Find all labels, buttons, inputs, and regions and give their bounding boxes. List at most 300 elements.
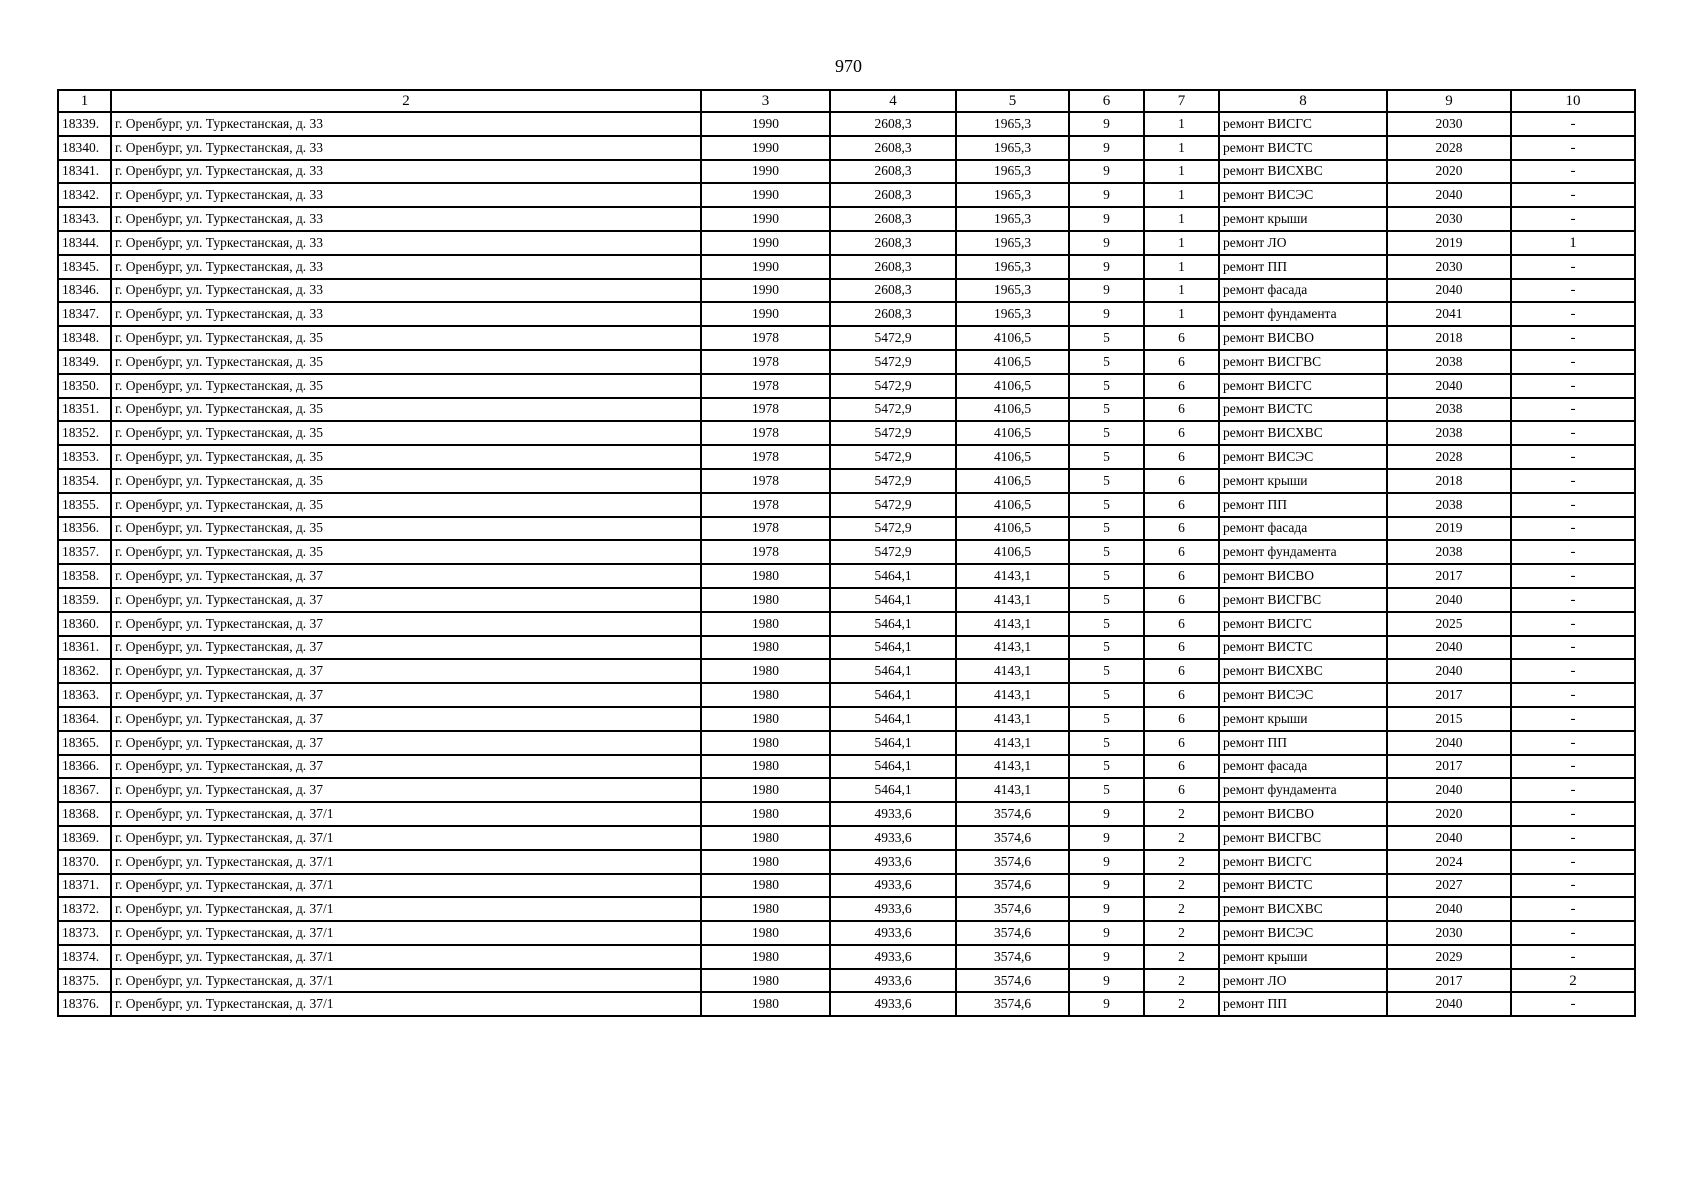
row-number-cell: 18371. [58, 874, 111, 898]
planned-year-cell: 2030 [1387, 112, 1511, 136]
column-10-cell: - [1511, 826, 1635, 850]
year-built-cell: 1980 [701, 564, 830, 588]
address-cell: г. Оренбург, ул. Туркестанская, д. 37 [111, 588, 701, 612]
work-type-cell: ремонт ЛО [1219, 231, 1387, 255]
living-area-cell: 1965,3 [956, 255, 1069, 279]
row-number-cell: 18347. [58, 302, 111, 326]
floors-cell: 5 [1069, 755, 1144, 779]
year-built-cell: 1980 [701, 802, 830, 826]
table-row [58, 755, 1635, 779]
address-cell: г. Оренбург, ул. Туркестанская, д. 37/1 [111, 802, 701, 826]
planned-year-cell: 2020 [1387, 160, 1511, 184]
work-type-cell: ремонт ВИСВО [1219, 326, 1387, 350]
entrances-cell: 6 [1144, 326, 1219, 350]
work-type-cell: ремонт крыши [1219, 207, 1387, 231]
total-area-cell: 5464,1 [830, 707, 956, 731]
floors-cell: 9 [1069, 160, 1144, 184]
column-10-cell: - [1511, 636, 1635, 660]
year-built-cell: 1980 [701, 778, 830, 802]
total-area-cell: 5472,9 [830, 326, 956, 350]
address-cell: г. Оренбург, ул. Туркестанская, д. 33 [111, 207, 701, 231]
address-cell: г. Оренбург, ул. Туркестанская, д. 37 [111, 636, 701, 660]
table-row [58, 778, 1635, 802]
address-cell: г. Оренбург, ул. Туркестанская, д. 33 [111, 160, 701, 184]
address-cell: г. Оренбург, ул. Туркестанская, д. 35 [111, 374, 701, 398]
entrances-cell: 1 [1144, 160, 1219, 184]
planned-year-cell: 2040 [1387, 588, 1511, 612]
planned-year-cell: 2017 [1387, 564, 1511, 588]
floors-cell: 9 [1069, 874, 1144, 898]
living-area-cell: 4143,1 [956, 659, 1069, 683]
row-number-cell: 18358. [58, 564, 111, 588]
row-number-cell: 18364. [58, 707, 111, 731]
row-number-cell: 18360. [58, 612, 111, 636]
year-built-cell: 1980 [701, 588, 830, 612]
work-type-cell: ремонт ВИСГВС [1219, 588, 1387, 612]
living-area-cell: 1965,3 [956, 136, 1069, 160]
living-area-cell: 1965,3 [956, 302, 1069, 326]
total-area-cell: 2608,3 [830, 231, 956, 255]
total-area-cell: 5472,9 [830, 493, 956, 517]
row-number-cell: 18350. [58, 374, 111, 398]
total-area-cell: 2608,3 [830, 112, 956, 136]
entrances-cell: 2 [1144, 897, 1219, 921]
entrances-cell: 1 [1144, 136, 1219, 160]
column-10-cell: - [1511, 350, 1635, 374]
table-row [58, 826, 1635, 850]
row-number-cell: 18368. [58, 802, 111, 826]
total-area-cell: 5472,9 [830, 540, 956, 564]
work-type-cell: ремонт ВИСХВС [1219, 897, 1387, 921]
total-area-cell: 5464,1 [830, 588, 956, 612]
planned-year-cell: 2040 [1387, 183, 1511, 207]
year-built-cell: 1980 [701, 921, 830, 945]
total-area-cell: 5464,1 [830, 778, 956, 802]
work-type-cell: ремонт ВИСГС [1219, 612, 1387, 636]
address-cell: г. Оренбург, ул. Туркестанская, д. 37/1 [111, 874, 701, 898]
floors-cell: 5 [1069, 540, 1144, 564]
table-body [58, 112, 1635, 1016]
column-10-cell: - [1511, 945, 1635, 969]
column-10-cell: - [1511, 731, 1635, 755]
total-area-cell: 2608,3 [830, 136, 956, 160]
total-area-cell: 2608,3 [830, 255, 956, 279]
living-area-cell: 3574,6 [956, 992, 1069, 1016]
work-type-cell: ремонт фундамента [1219, 778, 1387, 802]
floors-cell: 5 [1069, 659, 1144, 683]
row-number-cell: 18346. [58, 279, 111, 303]
table-row [58, 683, 1635, 707]
row-number-cell: 18363. [58, 683, 111, 707]
table-row [58, 326, 1635, 350]
address-cell: г. Оренбург, ул. Туркестанская, д. 35 [111, 421, 701, 445]
floors-cell: 9 [1069, 826, 1144, 850]
column-10-cell: - [1511, 469, 1635, 493]
planned-year-cell: 2041 [1387, 302, 1511, 326]
living-area-cell: 4106,5 [956, 421, 1069, 445]
table-row [58, 160, 1635, 184]
floors-cell: 9 [1069, 255, 1144, 279]
table-row [58, 612, 1635, 636]
living-area-cell: 4106,5 [956, 517, 1069, 541]
total-area-cell: 5464,1 [830, 564, 956, 588]
floors-cell: 5 [1069, 350, 1144, 374]
work-type-cell: ремонт ВИСХВС [1219, 421, 1387, 445]
row-number-cell: 18366. [58, 755, 111, 779]
floors-cell: 9 [1069, 112, 1144, 136]
entrances-cell: 2 [1144, 874, 1219, 898]
entrances-cell: 1 [1144, 207, 1219, 231]
address-cell: г. Оренбург, ул. Туркестанская, д. 37 [111, 778, 701, 802]
planned-year-cell: 2017 [1387, 755, 1511, 779]
address-cell: г. Оренбург, ул. Туркестанская, д. 37/1 [111, 850, 701, 874]
column-10-cell: - [1511, 540, 1635, 564]
entrances-cell: 1 [1144, 112, 1219, 136]
work-type-cell: ремонт ВИСГС [1219, 374, 1387, 398]
column-10-cell: 1 [1511, 231, 1635, 255]
year-built-cell: 1980 [701, 874, 830, 898]
repair-schedule-table [57, 89, 1636, 1017]
planned-year-cell: 2038 [1387, 350, 1511, 374]
floors-cell: 5 [1069, 445, 1144, 469]
floors-cell: 9 [1069, 802, 1144, 826]
total-area-cell: 5472,9 [830, 398, 956, 422]
page-number: 970 [835, 56, 862, 76]
header-row [58, 90, 1635, 112]
column-10-cell: - [1511, 778, 1635, 802]
year-built-cell: 1980 [701, 755, 830, 779]
total-area-cell: 4933,6 [830, 802, 956, 826]
table-row [58, 302, 1635, 326]
living-area-cell: 4106,5 [956, 469, 1069, 493]
planned-year-cell: 2027 [1387, 874, 1511, 898]
entrances-cell: 2 [1144, 850, 1219, 874]
total-area-cell: 5472,9 [830, 350, 956, 374]
planned-year-cell: 2017 [1387, 683, 1511, 707]
table-row [58, 588, 1635, 612]
year-built-cell: 1990 [701, 207, 830, 231]
entrances-cell: 6 [1144, 731, 1219, 755]
column-10-cell: - [1511, 493, 1635, 517]
column-10-cell: - [1511, 279, 1635, 303]
year-built-cell: 1990 [701, 279, 830, 303]
work-type-cell: ремонт фасада [1219, 279, 1387, 303]
row-number-cell: 18341. [58, 160, 111, 184]
year-built-cell: 1978 [701, 469, 830, 493]
work-type-cell: ремонт ВИСЭС [1219, 921, 1387, 945]
year-built-cell: 1980 [701, 992, 830, 1016]
work-type-cell: ремонт ПП [1219, 731, 1387, 755]
total-area-cell: 2608,3 [830, 183, 956, 207]
living-area-cell: 1965,3 [956, 183, 1069, 207]
row-number-cell: 18359. [58, 588, 111, 612]
address-cell: г. Оренбург, ул. Туркестанская, д. 37 [111, 564, 701, 588]
address-cell: г. Оренбург, ул. Туркестанская, д. 37/1 [111, 992, 701, 1016]
planned-year-cell: 2019 [1387, 517, 1511, 541]
living-area-cell: 3574,6 [956, 874, 1069, 898]
row-number-cell: 18351. [58, 398, 111, 422]
column-10-cell: - [1511, 897, 1635, 921]
entrances-cell: 2 [1144, 802, 1219, 826]
table-row [58, 421, 1635, 445]
address-cell: г. Оренбург, ул. Туркестанская, д. 35 [111, 398, 701, 422]
living-area-cell: 4106,5 [956, 374, 1069, 398]
column-header: 9 [1387, 90, 1511, 112]
living-area-cell: 4106,5 [956, 326, 1069, 350]
row-number-cell: 18340. [58, 136, 111, 160]
year-built-cell: 1980 [701, 659, 830, 683]
column-10-cell: - [1511, 445, 1635, 469]
table-row [58, 992, 1635, 1016]
floors-cell: 9 [1069, 207, 1144, 231]
work-type-cell: ремонт ВИСХВС [1219, 160, 1387, 184]
floors-cell: 5 [1069, 636, 1144, 660]
year-built-cell: 1990 [701, 302, 830, 326]
work-type-cell: ремонт ВИСЭС [1219, 683, 1387, 707]
work-type-cell: ремонт ВИСТС [1219, 636, 1387, 660]
total-area-cell: 5472,9 [830, 469, 956, 493]
address-cell: г. Оренбург, ул. Туркестанская, д. 33 [111, 302, 701, 326]
row-number-cell: 18352. [58, 421, 111, 445]
entrances-cell: 6 [1144, 517, 1219, 541]
row-number-cell: 18361. [58, 636, 111, 660]
address-cell: г. Оренбург, ул. Туркестанская, д. 33 [111, 279, 701, 303]
table-row [58, 207, 1635, 231]
living-area-cell: 1965,3 [956, 279, 1069, 303]
year-built-cell: 1978 [701, 398, 830, 422]
living-area-cell: 3574,6 [956, 945, 1069, 969]
year-built-cell: 1978 [701, 350, 830, 374]
total-area-cell: 5464,1 [830, 755, 956, 779]
living-area-cell: 3574,6 [956, 897, 1069, 921]
year-built-cell: 1978 [701, 326, 830, 350]
column-10-cell: - [1511, 398, 1635, 422]
entrances-cell: 6 [1144, 421, 1219, 445]
year-built-cell: 1980 [701, 707, 830, 731]
living-area-cell: 4106,5 [956, 445, 1069, 469]
total-area-cell: 5464,1 [830, 731, 956, 755]
planned-year-cell: 2020 [1387, 802, 1511, 826]
column-10-cell: - [1511, 421, 1635, 445]
row-number-cell: 18342. [58, 183, 111, 207]
row-number-cell: 18345. [58, 255, 111, 279]
column-10-cell: - [1511, 755, 1635, 779]
column-10-cell: - [1511, 874, 1635, 898]
entrances-cell: 6 [1144, 493, 1219, 517]
column-10-cell: - [1511, 921, 1635, 945]
year-built-cell: 1990 [701, 136, 830, 160]
total-area-cell: 2608,3 [830, 160, 956, 184]
table-row [58, 969, 1635, 993]
address-cell: г. Оренбург, ул. Туркестанская, д. 33 [111, 231, 701, 255]
total-area-cell: 4933,6 [830, 874, 956, 898]
column-header: 6 [1069, 90, 1144, 112]
year-built-cell: 1980 [701, 850, 830, 874]
work-type-cell: ремонт ПП [1219, 992, 1387, 1016]
entrances-cell: 6 [1144, 778, 1219, 802]
year-built-cell: 1980 [701, 683, 830, 707]
living-area-cell: 4143,1 [956, 731, 1069, 755]
entrances-cell: 6 [1144, 374, 1219, 398]
column-10-cell: - [1511, 255, 1635, 279]
entrances-cell: 6 [1144, 398, 1219, 422]
entrances-cell: 2 [1144, 945, 1219, 969]
work-type-cell: ремонт фасада [1219, 755, 1387, 779]
entrances-cell: 6 [1144, 612, 1219, 636]
work-type-cell: ремонт фасада [1219, 517, 1387, 541]
floors-cell: 5 [1069, 469, 1144, 493]
row-number-cell: 18344. [58, 231, 111, 255]
entrances-cell: 1 [1144, 183, 1219, 207]
planned-year-cell: 2040 [1387, 731, 1511, 755]
column-header: 7 [1144, 90, 1219, 112]
total-area-cell: 4933,6 [830, 969, 956, 993]
planned-year-cell: 2030 [1387, 207, 1511, 231]
planned-year-cell: 2040 [1387, 826, 1511, 850]
column-10-cell: - [1511, 659, 1635, 683]
year-built-cell: 1978 [701, 374, 830, 398]
year-built-cell: 1978 [701, 493, 830, 517]
year-built-cell: 1990 [701, 183, 830, 207]
column-10-cell: - [1511, 374, 1635, 398]
entrances-cell: 6 [1144, 540, 1219, 564]
row-number-cell: 18375. [58, 969, 111, 993]
address-cell: г. Оренбург, ул. Туркестанская, д. 33 [111, 112, 701, 136]
entrances-cell: 1 [1144, 231, 1219, 255]
total-area-cell: 5464,1 [830, 683, 956, 707]
address-cell: г. Оренбург, ул. Туркестанская, д. 37 [111, 731, 701, 755]
work-type-cell: ремонт ВИСТС [1219, 136, 1387, 160]
total-area-cell: 5464,1 [830, 636, 956, 660]
living-area-cell: 3574,6 [956, 969, 1069, 993]
table-row [58, 517, 1635, 541]
planned-year-cell: 2030 [1387, 921, 1511, 945]
planned-year-cell: 2040 [1387, 659, 1511, 683]
year-built-cell: 1980 [701, 969, 830, 993]
entrances-cell: 2 [1144, 921, 1219, 945]
column-header: 1 [58, 90, 111, 112]
planned-year-cell: 2025 [1387, 612, 1511, 636]
row-number-cell: 18343. [58, 207, 111, 231]
table-row [58, 493, 1635, 517]
living-area-cell: 4143,1 [956, 778, 1069, 802]
year-built-cell: 1980 [701, 897, 830, 921]
entrances-cell: 6 [1144, 469, 1219, 493]
work-type-cell: ремонт фундамента [1219, 302, 1387, 326]
row-number-cell: 18365. [58, 731, 111, 755]
total-area-cell: 4933,6 [830, 897, 956, 921]
column-10-cell: - [1511, 564, 1635, 588]
column-10-cell: - [1511, 160, 1635, 184]
address-cell: г. Оренбург, ул. Туркестанская, д. 37/1 [111, 921, 701, 945]
total-area-cell: 2608,3 [830, 207, 956, 231]
entrances-cell: 1 [1144, 255, 1219, 279]
address-cell: г. Оренбург, ул. Туркестанская, д. 35 [111, 445, 701, 469]
column-10-cell: - [1511, 326, 1635, 350]
table-row [58, 636, 1635, 660]
column-10-cell: - [1511, 183, 1635, 207]
table-row [58, 921, 1635, 945]
total-area-cell: 5464,1 [830, 659, 956, 683]
entrances-cell: 1 [1144, 302, 1219, 326]
table-row [58, 398, 1635, 422]
planned-year-cell: 2030 [1387, 255, 1511, 279]
floors-cell: 5 [1069, 683, 1144, 707]
living-area-cell: 4106,5 [956, 540, 1069, 564]
living-area-cell: 3574,6 [956, 921, 1069, 945]
column-10-cell: - [1511, 850, 1635, 874]
table-row [58, 183, 1635, 207]
column-10-cell: - [1511, 112, 1635, 136]
floors-cell: 5 [1069, 588, 1144, 612]
living-area-cell: 1965,3 [956, 207, 1069, 231]
planned-year-cell: 2040 [1387, 897, 1511, 921]
total-area-cell: 5472,9 [830, 421, 956, 445]
planned-year-cell: 2040 [1387, 992, 1511, 1016]
entrances-cell: 6 [1144, 588, 1219, 612]
work-type-cell: ремонт ВИСТС [1219, 398, 1387, 422]
planned-year-cell: 2038 [1387, 493, 1511, 517]
column-10-cell: - [1511, 707, 1635, 731]
living-area-cell: 4143,1 [956, 636, 1069, 660]
table-row [58, 874, 1635, 898]
column-10-cell: - [1511, 207, 1635, 231]
floors-cell: 5 [1069, 778, 1144, 802]
entrances-cell: 6 [1144, 445, 1219, 469]
table-row [58, 469, 1635, 493]
living-area-cell: 4106,5 [956, 398, 1069, 422]
entrances-cell: 2 [1144, 969, 1219, 993]
floors-cell: 5 [1069, 517, 1144, 541]
planned-year-cell: 2015 [1387, 707, 1511, 731]
total-area-cell: 5464,1 [830, 612, 956, 636]
work-type-cell: ремонт ВИСГС [1219, 112, 1387, 136]
column-10-cell: - [1511, 683, 1635, 707]
floors-cell: 5 [1069, 731, 1144, 755]
row-number-cell: 18374. [58, 945, 111, 969]
total-area-cell: 5472,9 [830, 445, 956, 469]
living-area-cell: 4143,1 [956, 683, 1069, 707]
floors-cell: 9 [1069, 183, 1144, 207]
address-cell: г. Оренбург, ул. Туркестанская, д. 37/1 [111, 897, 701, 921]
row-number-cell: 18373. [58, 921, 111, 945]
table-row [58, 350, 1635, 374]
row-number-cell: 18367. [58, 778, 111, 802]
year-built-cell: 1990 [701, 231, 830, 255]
work-type-cell: ремонт ВИСЭС [1219, 183, 1387, 207]
floors-cell: 5 [1069, 326, 1144, 350]
work-type-cell: ремонт ВИСТС [1219, 874, 1387, 898]
work-type-cell: ремонт ВИСГС [1219, 850, 1387, 874]
planned-year-cell: 2038 [1387, 398, 1511, 422]
row-number-cell: 18370. [58, 850, 111, 874]
year-built-cell: 1990 [701, 112, 830, 136]
living-area-cell: 3574,6 [956, 826, 1069, 850]
row-number-cell: 18376. [58, 992, 111, 1016]
total-area-cell: 4933,6 [830, 850, 956, 874]
table-row [58, 897, 1635, 921]
floors-cell: 5 [1069, 564, 1144, 588]
floors-cell: 9 [1069, 921, 1144, 945]
living-area-cell: 3574,6 [956, 850, 1069, 874]
address-cell: г. Оренбург, ул. Туркестанская, д. 33 [111, 255, 701, 279]
column-header: 4 [830, 90, 956, 112]
row-number-cell: 18372. [58, 897, 111, 921]
address-cell: г. Оренбург, ул. Туркестанская, д. 37 [111, 612, 701, 636]
row-number-cell: 18353. [58, 445, 111, 469]
living-area-cell: 3574,6 [956, 802, 1069, 826]
floors-cell: 5 [1069, 493, 1144, 517]
